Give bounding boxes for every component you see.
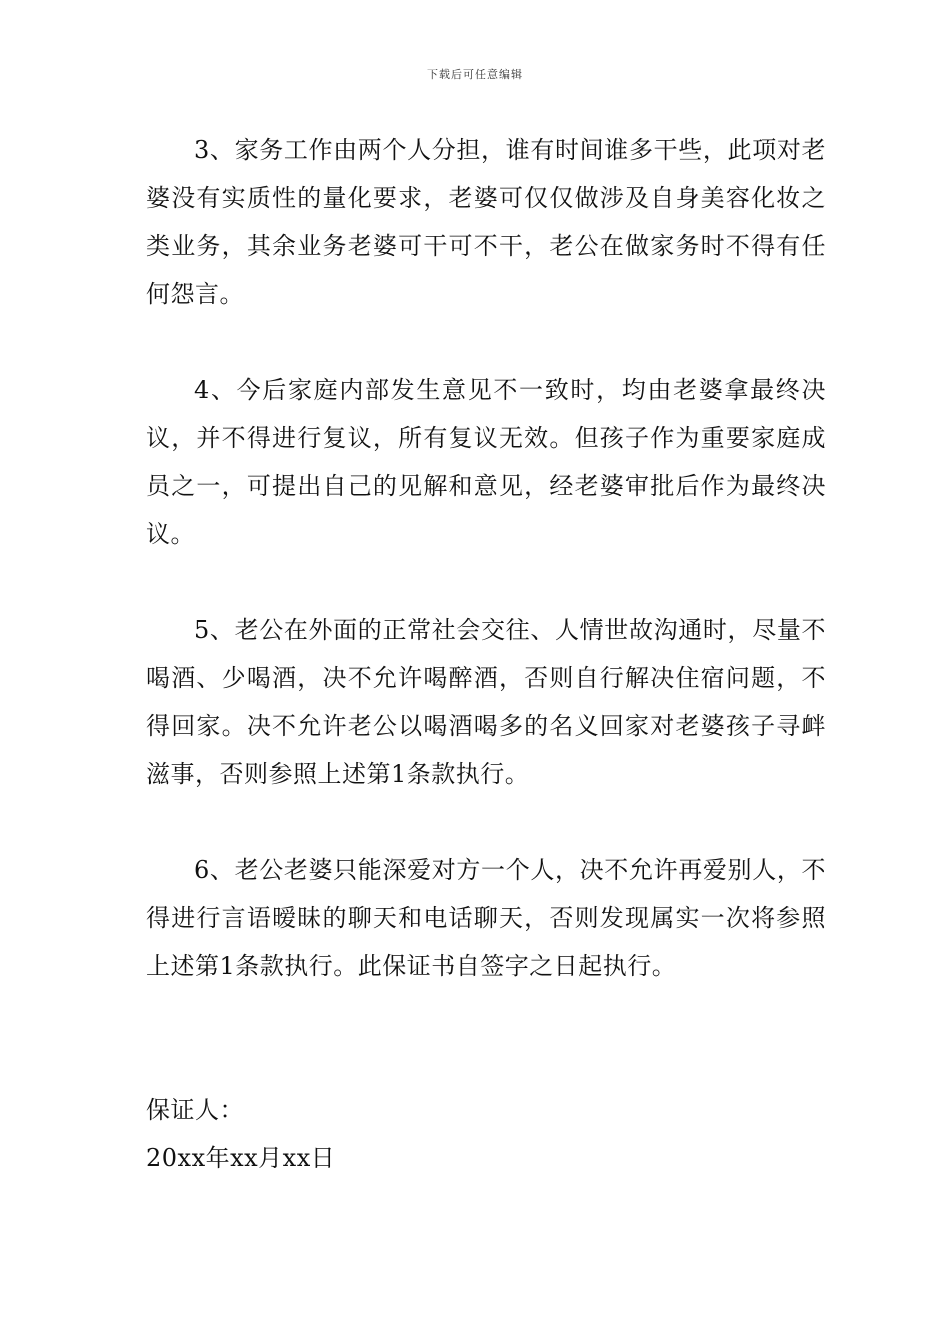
signature-spacer <box>146 990 826 1086</box>
clause-6: 6、老公老婆只能深爱对方一个人，决不允许再爱别人，不得进行言语暧昧的聊天和电话聊天，否则发现属实一次将参照上述第1条款执行。此保证书自签字之日起执行。 <box>146 856 826 980</box>
paragraph-spacer <box>146 318 826 366</box>
clause-4: 4、今后家庭内部发生意见不一致时，均由老婆拿最终决议，并不得进行复议，所有复议无效。但孩子作为重要家庭成员之一，可提出自己的见解和意见，经老婆审批后作为最终决议。 <box>146 376 826 548</box>
guarantor-label: 保证人： <box>146 1096 244 1124</box>
clause-3: 3、家务工作由两个人分担，谁有时间谁多干些，此项对老婆没有实质性的量化要求，老婆可仅仅做涉及自身美容化妆之类业务，其余业务老婆可干可不干，老公在做家务时不得有任何怨言。 <box>146 136 826 308</box>
clause-5: 5、老公在外面的正常社会交往、人情世故沟通时，尽量不喝酒、少喝酒，决不允许喝醉酒，否则自行解决住宿问题，不得回家。决不允许老公以喝酒喝多的名义回家对老婆孩子寻衅滋事，否则参照上述第1条款执行。 <box>146 616 826 788</box>
document-body <box>146 126 826 1182</box>
page-header: 下载后可任意编辑 <box>427 68 523 81</box>
paragraph-spacer <box>146 798 826 846</box>
paragraph-spacer <box>146 558 826 606</box>
signature-date: 20xx年xx月xx日 <box>146 1144 336 1172</box>
